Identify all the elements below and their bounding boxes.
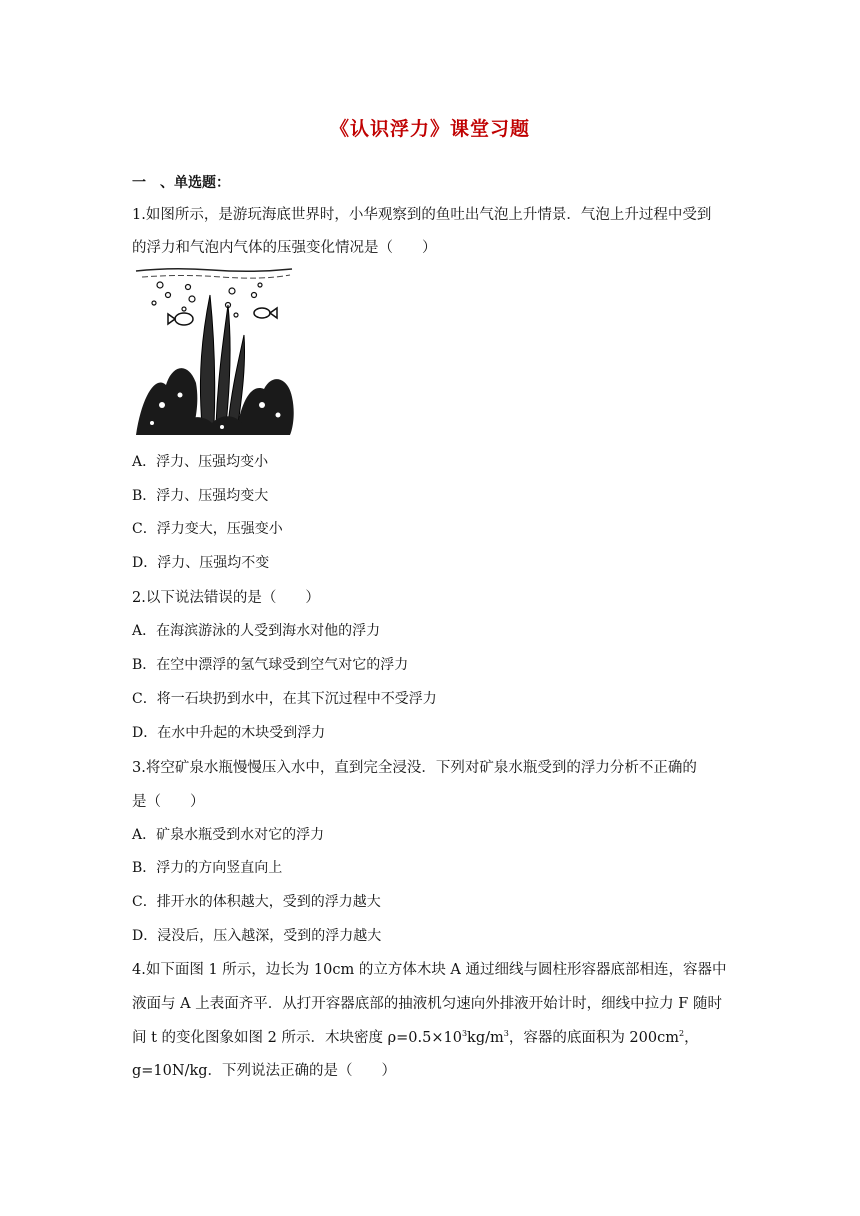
seabed-illustration — [132, 265, 297, 437]
option-c: C．排开水的体积越大，受到的浮力越大 — [132, 894, 381, 910]
question-4-text: 液面与 A 上表面齐平．从打开容器底部的抽液机匀速向外排液开始计时，细线中拉力 F 随时 — [132, 996, 722, 1012]
page-title: 《认识浮力》课堂习题 — [329, 118, 530, 140]
question-3-text: 是（ ） — [132, 794, 205, 810]
question-1-text: 1.如图所示，是游玩海底世界时，小华观察到的鱼吐出气泡上升情景．气泡上升过程中受到 — [132, 207, 712, 223]
question-4-text: 间 t 的变化图象如图 2 所示．木块密度 $\rho=0.5\times 10^3kg/m^3$，容器的底面积为 $200cm^2$， — [132, 1029, 699, 1046]
question-4-text: g=10N/kg．下列说法正确的是（ ） — [132, 1063, 397, 1079]
section-heading: 一 、单选题： — [132, 175, 230, 191]
option-b: B．浮力的方向竖直向上 — [132, 860, 283, 876]
option-d: D．在水中升起的木块受到浮力 — [132, 725, 326, 741]
question-1-text: 的浮力和气泡内气体的压强变化情况是（ ） — [132, 240, 437, 256]
option-a: A．矿泉水瓶受到水对它的浮力 — [132, 827, 325, 843]
question-3-text: 3.将空矿泉水瓶慢慢压入水中，直到完全浸没．下列对矿泉水瓶受到的浮力分析不正确的 — [132, 760, 697, 776]
option-a: A．在海滨游泳的人受到海水对他的浮力 — [132, 623, 381, 639]
option-a: A．浮力、压强均变小 — [132, 454, 269, 470]
question-4-text: 4.如下面图 1 所示，边长为 10cm 的立方体木块 A 通过细线与圆柱形容器底部相连，容器中 — [132, 962, 727, 978]
option-b: B．浮力、压强均变大 — [132, 488, 269, 504]
option-d: D．浮力、压强均不变 — [132, 555, 270, 571]
water-surface — [136, 269, 292, 272]
option-b: B．在空中漂浮的氢气球受到空气对它的浮力 — [132, 657, 409, 673]
option-c: C．浮力变大，压强变小 — [132, 521, 283, 537]
option-d: D．浸没后，压入越深，受到的浮力越大 — [132, 928, 382, 944]
option-c: C．将一石块扔到水中，在其下沉过程中不受浮力 — [132, 691, 437, 707]
question-2-text: 2.以下说法错误的是（ ） — [132, 590, 320, 606]
